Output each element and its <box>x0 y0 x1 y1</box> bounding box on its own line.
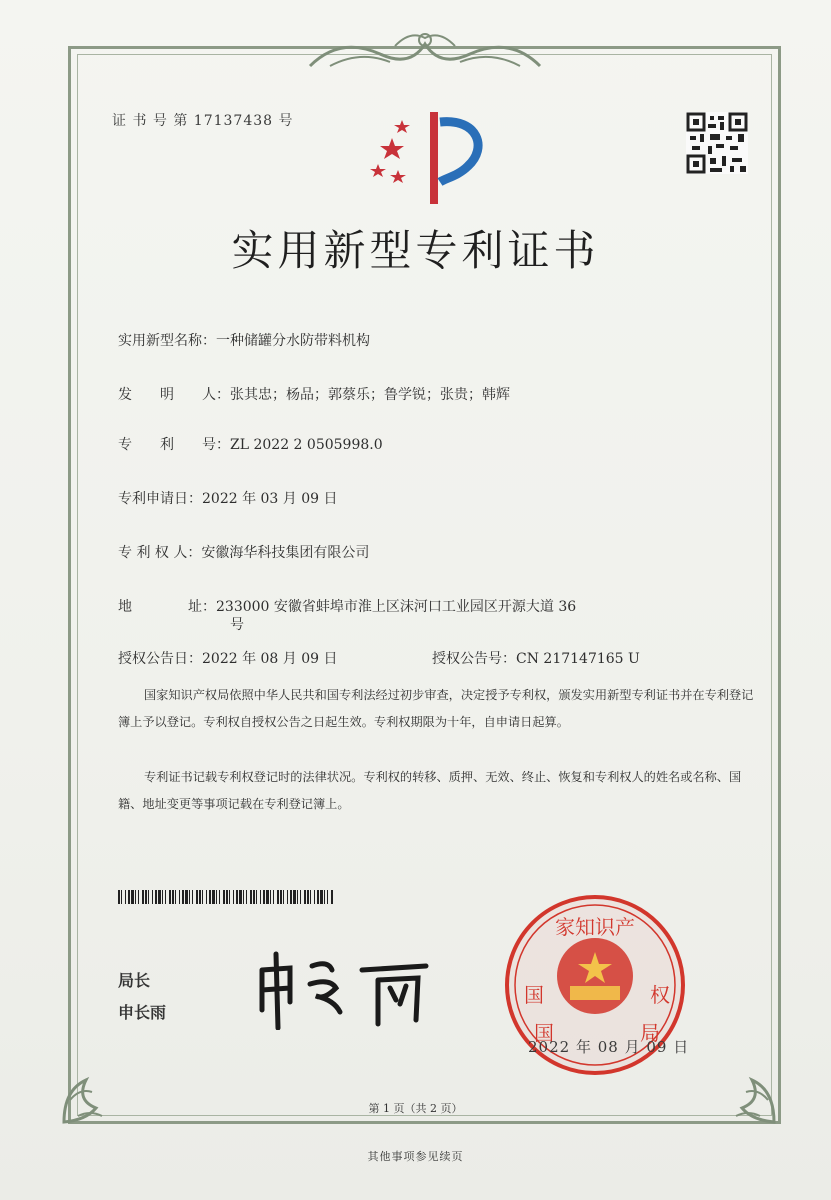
address-value-line2: 号 <box>230 617 244 633</box>
field-grant-number <box>432 648 640 668</box>
patent-no-value: ZL 2022 2 0505998.0 <box>230 437 383 453</box>
name-label: 实用新型名称： <box>118 333 216 349</box>
grant-no-value: CN 217147165 U <box>516 651 640 667</box>
patent-no-label: 专 利 号： <box>118 437 230 453</box>
bottom-right-ornament <box>712 1060 782 1130</box>
barcode-icon <box>118 890 334 904</box>
field-patent-number <box>118 434 383 454</box>
statement-paragraph-2 <box>118 764 758 818</box>
svg-text:局: 局 <box>640 1021 660 1045</box>
inventor-value: 张其忠；杨品；郭蔡乐；鲁学锐；张贵；韩辉 <box>230 387 510 403</box>
grant-date-label: 授权公告日： <box>118 651 202 667</box>
patentee-value: 安徽海华科技集团有限公司 <box>201 545 370 561</box>
seal-date: 2022 年 08 月 09 日 <box>528 1038 690 1056</box>
top-ornament <box>300 26 550 78</box>
filing-date-value: 2022 年 03 月 09 日 <box>202 491 338 507</box>
statement-text-1: 国家知识产权局依照中华人民共和国专利法经过初步审查，决定授予专利权，颁发实用新型专利证书并在专利登记簿上予以登记。专利权自授权公告之日起生效。专利权期限为十年，自申请日起算。 <box>118 688 754 729</box>
address-value-line1: 233000 安徽省蚌埠市淮上区沫河口工业园区开源大道 36 <box>216 599 577 615</box>
filing-date-label: 专利申请日： <box>118 491 202 507</box>
director-name: 申长雨 <box>118 1003 167 1022</box>
address-label: 地 址： <box>118 599 216 615</box>
qr-code-icon <box>686 112 748 174</box>
cnipa-logo-icon <box>368 108 498 208</box>
field-address <box>118 596 576 616</box>
statement-paragraph-1 <box>118 682 758 736</box>
director-title: 局长 <box>118 971 151 990</box>
field-filing-date <box>118 488 338 508</box>
director-signature-icon <box>250 940 440 1030</box>
inventor-label: 发 明 人： <box>118 387 230 403</box>
field-inventors <box>118 384 510 404</box>
svg-text:权: 权 <box>650 983 670 1007</box>
page-number: 第 1 页（共 2 页） <box>368 1102 463 1115</box>
bottom-left-ornament <box>56 1060 126 1130</box>
footer-note: 其他事项参见续页 <box>367 1150 464 1163</box>
svg-text:家知识产: 家知识产 <box>555 915 635 939</box>
grant-date-value: 2022 年 08 月 09 日 <box>202 651 338 667</box>
patentee-label: 专 利 权 人： <box>118 545 202 561</box>
certificate-title: 实用新型专利证书 <box>231 226 600 275</box>
statement-text-2: 专利证书记载专利权登记时的法律状况。专利权的转移、质押、无效、终止、恢复和专利权人的姓名或名称、国籍、地址变更等事项记载在专利登记簿上。 <box>118 770 742 811</box>
svg-text:国: 国 <box>534 1021 554 1045</box>
field-address-cont <box>230 614 244 634</box>
field-utility-model-name <box>118 330 370 350</box>
grant-no-label: 授权公告号： <box>432 651 516 667</box>
certificate-number: 证 书 号 第 17137438 号 <box>112 113 294 129</box>
field-grant-date <box>118 648 338 668</box>
svg-text:国: 国 <box>524 983 544 1007</box>
field-patentee <box>118 542 369 562</box>
name-value: 一种储罐分水防带料机构 <box>216 333 370 349</box>
